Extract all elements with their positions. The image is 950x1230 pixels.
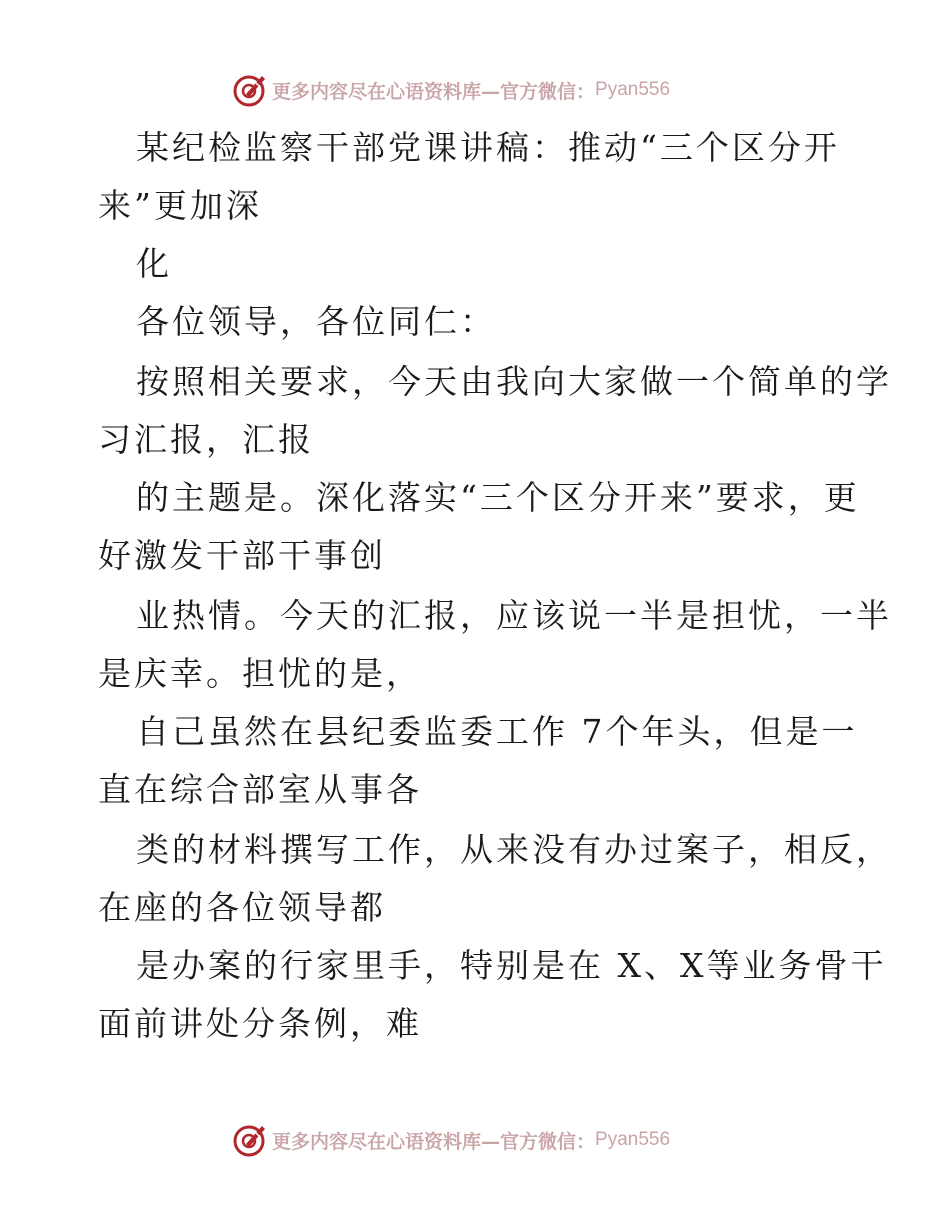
body-line: 的主题是。深化落实“三个区分开来”要求，更 xyxy=(136,478,860,517)
body-line: 业热情。今天的汇报，应该说一半是担忧，一半 xyxy=(136,596,892,635)
body-line: 面前讲处分条例，难 xyxy=(98,1004,422,1043)
pen-logo-icon xyxy=(232,72,268,108)
title-line-3: 化 xyxy=(136,244,172,283)
watermark-text: 更多内容尽在心语资料库—官方微信： xyxy=(272,80,596,103)
body-line: 好激发干部干事创 xyxy=(98,536,386,575)
watermark-wechat-id: Pyan556 xyxy=(595,1129,671,1150)
footer-watermark xyxy=(232,1120,712,1160)
body-line: 是办案的行家里手，特别是在 X、X等业务骨干 xyxy=(136,946,887,985)
body-line: 在座的各位领导都 xyxy=(98,888,386,927)
watermark-wechat-id: Pyan556 xyxy=(595,79,671,100)
title-line-1: 某纪检监察干部党课讲稿：推动“三个区分开 xyxy=(136,128,840,167)
title-line-2: 来”更加深 xyxy=(98,186,262,225)
body-line: 直在综合部室从事各 xyxy=(98,770,422,809)
salutation-line: 各位领导，各位同仁： xyxy=(136,302,496,341)
body-line: 习汇报，汇报 xyxy=(98,420,314,459)
body-line: 类的材料撰写工作，从来没有办过案子，相反， xyxy=(136,830,892,869)
header-watermark xyxy=(232,70,712,110)
body-line: 自己虽然在县纪委监委工作 7个年头，但是一 xyxy=(136,712,858,751)
pen-logo-icon xyxy=(232,1122,268,1158)
watermark-text: 更多内容尽在心语资料库—官方微信： xyxy=(272,1130,596,1153)
body-line: 按照相关要求，今天由我向大家做一个简单的学 xyxy=(136,362,892,401)
body-line: 是庆幸。担忧的是， xyxy=(98,654,422,693)
